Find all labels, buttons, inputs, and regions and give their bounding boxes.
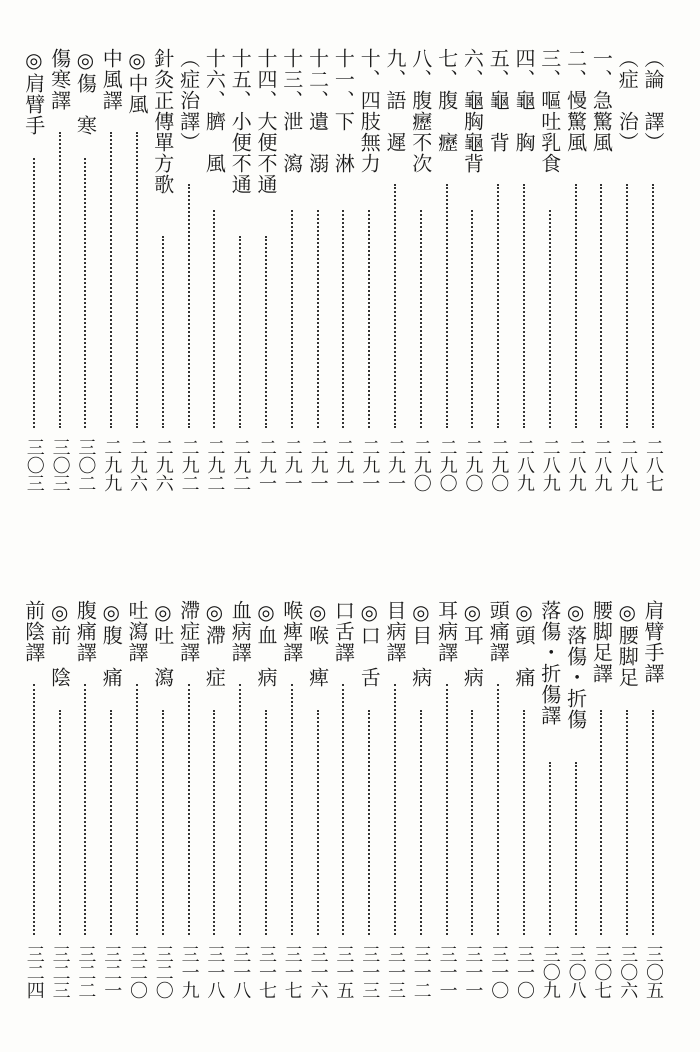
page-number: 三二三 — [49, 945, 71, 999]
leader-dots — [342, 684, 344, 935]
page-number: 三二二 — [75, 945, 97, 999]
leader-dots — [265, 236, 267, 428]
page-number: 二九二 — [178, 438, 200, 492]
entry-title: ◎肩臂手 — [21, 48, 46, 136]
leader-dots — [600, 710, 602, 935]
entry-title: 十六、臍 風 — [202, 48, 227, 174]
page-number: 三二〇 — [152, 945, 174, 999]
page-number: 三一五 — [333, 945, 355, 999]
leader-dots — [394, 184, 396, 428]
entry-title: ◎落傷・折傷 — [563, 600, 588, 730]
leader-dots — [394, 684, 396, 935]
page-number: 二九一 — [281, 438, 303, 492]
leader-dots — [317, 710, 319, 935]
leader-dots — [291, 210, 293, 428]
page-number: 三〇五 — [643, 945, 664, 999]
entry-title: 三、嘔吐乳食 — [537, 48, 562, 174]
leader-dots — [575, 762, 577, 935]
entry-title: 肩臂手譯 — [641, 600, 665, 684]
entry-title: 中風譯 — [99, 48, 124, 111]
page-number: 二九六 — [152, 438, 174, 492]
page-number: 二八九 — [539, 438, 561, 492]
leader-dots — [523, 184, 525, 428]
leader-dots — [59, 710, 61, 935]
leader-dots — [213, 710, 215, 935]
entry-title: 傷寒譯 — [47, 48, 72, 111]
page-number: 二八九 — [591, 438, 613, 492]
page-number: 二九〇 — [436, 438, 458, 492]
leader-dots — [162, 710, 164, 935]
leader-dots — [110, 710, 112, 935]
page-number: 三二四 — [23, 945, 45, 999]
page-number: 三一九 — [178, 945, 200, 999]
page-number: 二九二 — [204, 438, 226, 492]
entry-title: 八、腹癧不次 — [408, 48, 433, 174]
page-number: 三一三 — [359, 945, 381, 999]
leader-dots — [420, 710, 422, 935]
leader-dots — [213, 210, 215, 428]
entry-title: 七、腹 癧 — [434, 48, 459, 153]
leader-dots — [162, 236, 164, 428]
page-number: 二九一 — [256, 438, 277, 492]
page-number: 三一二 — [410, 945, 432, 999]
leader-dots — [33, 158, 35, 428]
leader-dots — [497, 684, 499, 935]
entry-title: （症治譯） — [176, 48, 201, 153]
entry-title: 喉痺譯 — [279, 600, 304, 663]
entry-title: 口舌譯 — [331, 600, 356, 663]
entry-title: 十一、下 淋 — [331, 48, 356, 174]
entry-title: 十、四肢無力 — [357, 48, 382, 174]
leader-dots — [652, 184, 654, 428]
leader-dots — [239, 684, 241, 935]
leader-dots — [575, 184, 577, 428]
entry-title: ◎前 陰 — [47, 600, 72, 688]
page-number: 三一〇 — [488, 945, 510, 999]
entry-title: 十三、泄 瀉 — [279, 48, 304, 174]
page-number: 三〇二 — [75, 438, 97, 492]
page-number: 二八七 — [643, 438, 664, 492]
entry-title: 腰脚足譯 — [589, 600, 614, 684]
leader-dots — [549, 210, 551, 428]
entry-title: ◎傷 寒 — [73, 48, 98, 136]
page-number: 二九〇 — [410, 438, 432, 492]
entry-title: ◎中風 — [125, 48, 149, 115]
page-number: 二八九 — [617, 438, 639, 492]
page-number: 二八九 — [565, 438, 587, 492]
page-number: 二九二 — [230, 438, 252, 492]
page-number: 二九一 — [385, 438, 406, 492]
entry-title: ◎血 病 — [254, 600, 278, 688]
entry-title: ◎滯 症 — [202, 600, 227, 688]
entry-title: 針灸正傳單方歌 — [150, 48, 175, 195]
leader-dots — [652, 710, 654, 935]
page-number: 三二〇 — [127, 945, 148, 999]
leader-dots — [446, 684, 448, 935]
leader-dots — [420, 210, 422, 428]
page-number: 二九一 — [307, 438, 329, 492]
entry-title: ◎耳 病 — [460, 600, 485, 688]
page-number: 三二一 — [101, 945, 123, 999]
page-number: 三〇三 — [49, 438, 71, 492]
leader-dots — [471, 210, 473, 428]
leader-dots — [136, 684, 138, 935]
leader-dots — [368, 710, 370, 935]
page-number: 三一〇 — [514, 945, 535, 999]
leader-dots — [188, 684, 190, 935]
entry-title: 十二、遺 溺 — [305, 48, 330, 174]
leader-dots — [84, 158, 86, 428]
leader-dots — [626, 710, 628, 935]
leader-dots — [239, 236, 241, 428]
entry-title: ◎腹 痛 — [99, 600, 124, 688]
entry-title: 耳病譯 — [434, 600, 459, 663]
leader-dots — [626, 184, 628, 428]
page-number: 二九六 — [127, 438, 148, 492]
entry-title: 九、語 遲 — [383, 48, 407, 153]
entry-title: 五、龜 背 — [486, 48, 511, 153]
entry-title: 十五、小便不通 — [228, 48, 253, 195]
page-number: 三一七 — [281, 945, 303, 999]
page-number: 三一七 — [256, 945, 277, 999]
entry-title: 二、慢驚風 — [563, 48, 588, 153]
page-number: 二八九 — [514, 438, 535, 492]
entry-title: 落傷・折傷譯 — [537, 600, 562, 726]
page-number: 二九〇 — [462, 438, 484, 492]
entry-title: ◎喉 痺 — [305, 600, 330, 688]
entry-title: ◎腰脚足 — [615, 600, 640, 688]
leader-dots — [317, 210, 319, 428]
entry-title: 吐瀉譯 — [125, 600, 149, 663]
page-number: 三一三 — [385, 945, 406, 999]
entry-title: 滯症譯 — [176, 600, 201, 663]
entry-title: ◎吐 瀉 — [150, 600, 175, 688]
leader-dots — [549, 762, 551, 935]
page-number: 三〇八 — [565, 945, 587, 999]
page-number: 三〇七 — [591, 945, 613, 999]
entry-title: 十四、大便不通 — [254, 48, 278, 195]
entry-title: ◎頭 痛 — [512, 600, 536, 688]
entry-title: 血病譯 — [228, 600, 253, 663]
leader-dots — [136, 132, 138, 428]
leader-dots — [471, 710, 473, 935]
entry-title: 目病譯 — [383, 600, 407, 663]
page-number: 三〇九 — [539, 945, 561, 999]
entry-title: 一、急驚風 — [589, 48, 614, 153]
leader-dots — [33, 684, 35, 935]
page-number: 二九〇 — [488, 438, 510, 492]
leader-dots — [497, 184, 499, 428]
leader-dots — [188, 184, 190, 428]
entry-title: 四、龜 胸 — [512, 48, 536, 153]
page-number: 三一八 — [204, 945, 226, 999]
entry-title: 六、龜胸龜背 — [460, 48, 485, 174]
leader-dots — [342, 210, 344, 428]
page-number: 二九九 — [101, 438, 123, 492]
leader-dots — [265, 710, 267, 935]
leader-dots — [59, 132, 61, 428]
page-number: 三一一 — [436, 945, 458, 999]
leader-dots — [291, 684, 293, 935]
entry-title: （論 譯） — [641, 48, 665, 153]
entry-title: 頭痛譯 — [486, 600, 511, 663]
leader-dots — [446, 184, 448, 428]
entry-title: ◎口 舌 — [357, 600, 382, 688]
leader-dots — [84, 684, 86, 935]
entry-title: （症 治） — [615, 48, 640, 153]
page-number: 三一八 — [230, 945, 252, 999]
leader-dots — [110, 132, 112, 428]
page-number: 三一一 — [462, 945, 484, 999]
leader-dots — [600, 184, 602, 428]
entry-title: 前陰譯 — [21, 600, 46, 663]
page-number: 二九一 — [333, 438, 355, 492]
page-number: 二九一 — [359, 438, 381, 492]
leader-dots — [368, 210, 370, 428]
page-number: 三〇六 — [617, 945, 639, 999]
page-number: 三〇三 — [23, 438, 45, 492]
entry-title: 腹痛譯 — [73, 600, 98, 663]
entry-title: ◎目 病 — [408, 600, 433, 688]
page-number: 三一六 — [307, 945, 329, 999]
leader-dots — [523, 710, 525, 935]
